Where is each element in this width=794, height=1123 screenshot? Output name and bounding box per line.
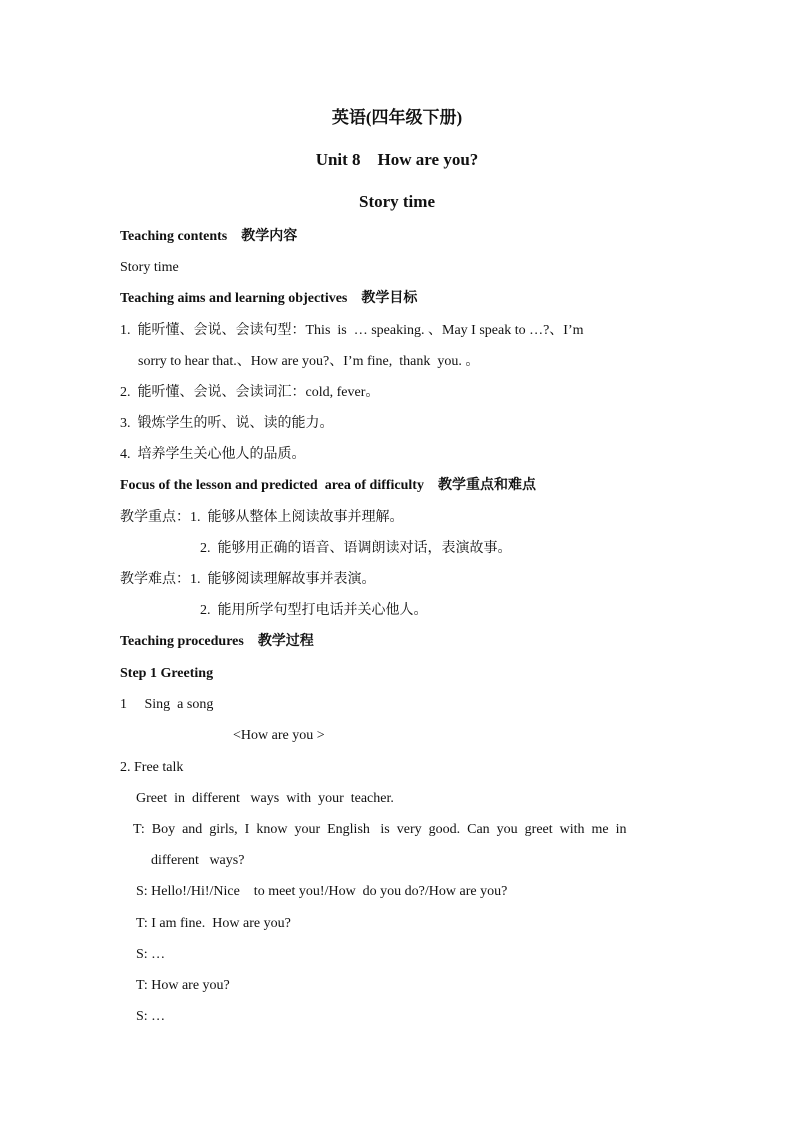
aim-item-4: 4. 培养学生关心他人的品质。 <box>120 447 306 462</box>
teaching-contents-label-cn: 教学内容 <box>241 229 298 244</box>
procedures-label: Teaching procedures <box>120 634 244 649</box>
focus-label: Focus of the lesson and predicted area of difficulty <box>120 478 424 493</box>
aims-label: Teaching aims and learning objectives <box>120 291 348 306</box>
aim-item-2: 2. 能听懂、会说、会读词汇：cold, fever。 <box>120 385 380 400</box>
teacher-line-1b: different ways? <box>151 853 245 868</box>
key-point-2: 2. 能够用正确的语音、语调朗读对话，表演故事。 <box>200 541 512 556</box>
teacher-line-3: T: How are you? <box>136 978 230 993</box>
teacher-line-1a: T: Boy and girls, I know your English is very good. Can you greet with me in <box>133 822 627 837</box>
focus-heading <box>120 477 536 495</box>
song-title: <How are you > <box>233 728 325 743</box>
teaching-contents-heading <box>120 228 297 246</box>
student-line-2: S: … <box>136 947 166 962</box>
difficult-point-2: 2. 能用所学句型打电话并关心他人。 <box>200 603 428 618</box>
aims-label-cn: 教学目标 <box>361 291 418 306</box>
focus-label-cn: 教学重点和难点 <box>437 478 536 493</box>
key-point-1: 教学重点：1. 能够从整体上阅读故事并理解。 <box>120 510 404 525</box>
document-title: 英语(四年级下册) <box>331 108 463 127</box>
student-line-3: S: … <box>136 1009 166 1024</box>
teacher-line-2: T: I am fine. How are you? <box>136 916 291 931</box>
unit-title: Unit 8 How are you? <box>315 150 479 169</box>
greet-instruction: Greet in different ways with your teacher. <box>136 791 394 806</box>
teaching-contents-value: Story time <box>120 260 179 275</box>
teaching-contents-label: Teaching contents <box>120 229 228 244</box>
aim-item-1: 1. 能听懂、会说、会读句型：This is … speaking. 、May I speak to …?、I’m <box>120 323 584 338</box>
step1-title: Step 1 Greeting <box>120 666 214 681</box>
procedures-label-cn: 教学过程 <box>257 634 314 649</box>
aims-heading <box>120 290 417 308</box>
aim-item-1-cont: sorry to hear that.、How are you?、I’m fine, thank you. 。 <box>138 354 480 369</box>
procedures-heading <box>120 633 314 651</box>
aim-item-3: 3. 锻炼学生的听、说、读的能力。 <box>120 416 334 431</box>
difficult-point-1: 教学难点：1. 能够阅读理解故事并表演。 <box>120 572 376 587</box>
student-line-1: S: Hello!/Hi!/Nice to meet you!/How do you do?/How are you? <box>136 884 508 899</box>
sing-a-song: 1 Sing a song <box>120 697 214 712</box>
free-talk: 2. Free talk <box>120 760 184 775</box>
section-title: Story time <box>358 192 435 211</box>
